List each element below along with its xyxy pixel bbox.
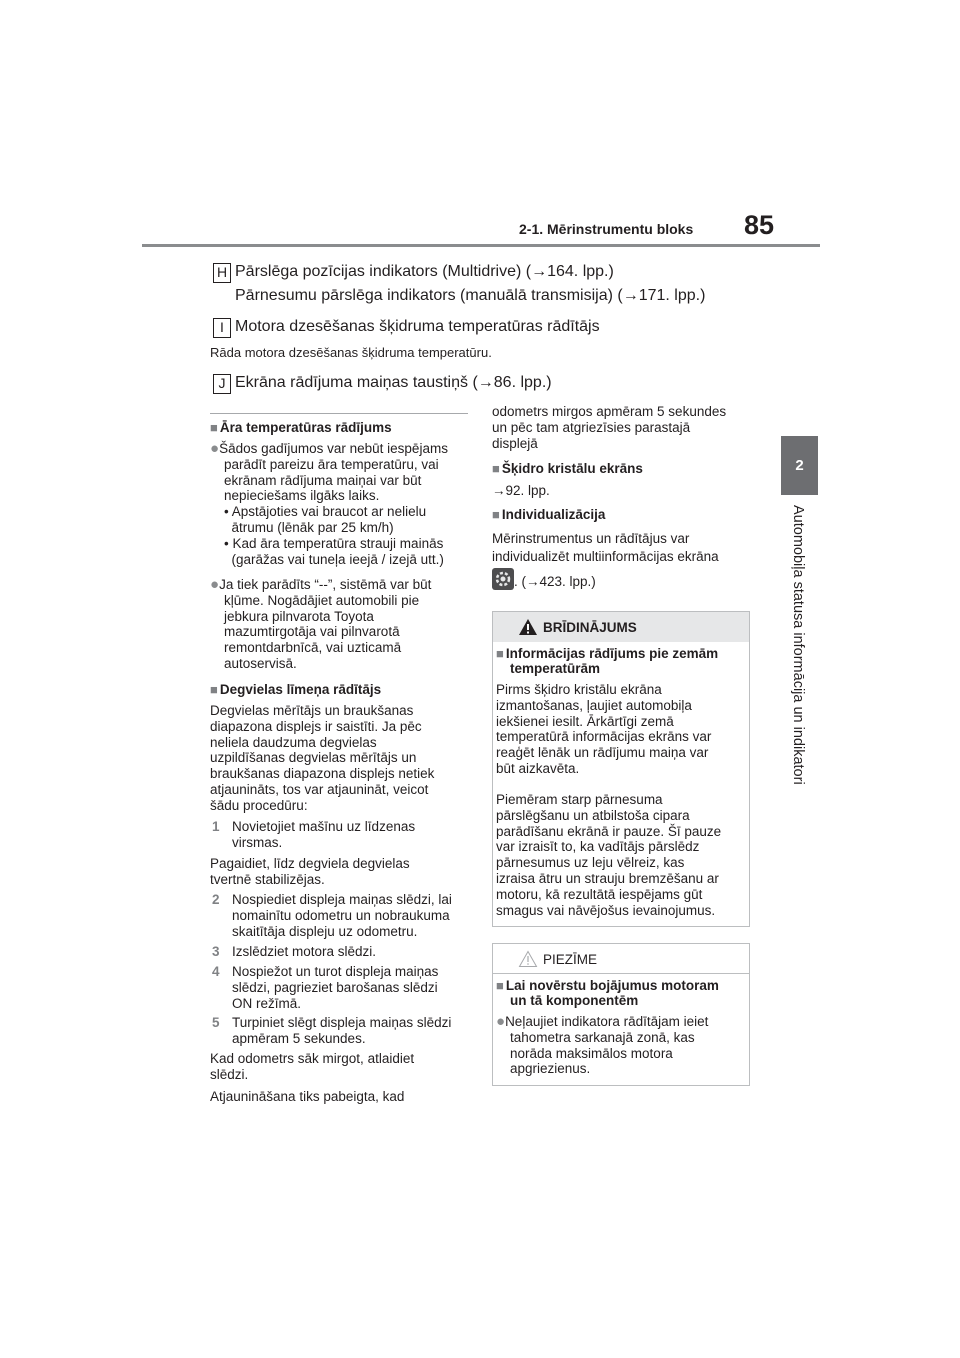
step-5: Turpiniet slēgt displeja maiņas slēdzi apmēram 5 sekundes.: [232, 1015, 452, 1046]
custom-line1: Mērinstrumentus un rādītājus var: [492, 531, 690, 546]
notice-box-header: [493, 944, 749, 974]
item-i-line1: Motora dzesēšanas šķidruma temperatūras rādītājs: [235, 318, 600, 335]
notice-box: [492, 943, 750, 1086]
notice-title: PIEZĪME: [543, 952, 598, 967]
warning-para1: Pirms šķidro kristālu ekrāna izmantošanas, ļaujiet automobiļa iekšienei iesilt. Ārkārtīgi zemā temperatūrā informācijas ekrāns var reaģēt lēnāk un rādījumu maiņa var būt aizkavēta.: [496, 682, 712, 776]
section-title: 2-1. Mērinstrumentu bloks: [519, 221, 694, 237]
item-i-desc: Rāda motora dzesēšanas šķidruma temperatūru.: [210, 345, 492, 360]
step-number-3: 3: [212, 944, 220, 959]
letter-h-box: H: [213, 263, 231, 283]
item-h-line1: Pārslēga pozīcijas indikators (Multidrive) (→164. lpp.): [235, 263, 614, 280]
notice-icon: [518, 950, 538, 968]
letter-i-box: I: [213, 318, 231, 338]
step-number-5: 5: [212, 1015, 220, 1030]
letter-j-box: J: [213, 374, 231, 394]
item-h-line2: Pārnesumu pārslēga indikators (manuālā transmisija) (→171. lpp.): [235, 287, 706, 304]
warning-icon: [518, 618, 538, 636]
fuel-between-text: Pagaidiet, līdz degviela degvielas tvertnē stabilizējas.: [210, 856, 410, 887]
notice-bullet: ●Neļaujiet indikatora rādītājam ieiet tahometra sarkanajā zonā, kas norāda maksimālos motora apgriezienus.: [496, 1013, 709, 1077]
fuel-after-text: Kad odometrs sāk mirgot, atlaidiet slēdzi.: [210, 1051, 415, 1082]
notice-heading: ■ Lai novērstu bojājumus motoram un tā komponentēm: [496, 978, 719, 1008]
step-4: Nospiežot un turot displeja maiņas slēdzi, pagrieziet barošanas slēdzi ON režīmā.: [232, 964, 439, 1011]
header-rule: [142, 244, 820, 247]
warning-box: [492, 611, 750, 927]
step-number-1: 1: [212, 819, 220, 834]
warning-heading: ■ Informācijas rādījums pie zemām temperatūrām: [496, 646, 719, 676]
outside-temp-heading: ■ Āra temperatūras rādījums: [210, 420, 392, 435]
step-number-2: 2: [212, 892, 220, 907]
continued-text: odometrs mirgos apmēram 5 sekundes un pēc tam atgriezīsies parastajā displejā: [492, 404, 727, 451]
outside-temp-bullet1: ●Šādos gadījumos var nebūt iespējams parādīt pareizu āra temperatūru, vai ekrānam rādījuma maiņai var būt nepieciešams ilgāks laiks. • Apstājoties vai braucot ar nelielu ātrumu (lēnāk par 25 km/h) • Kad āra temperatūra strauji mainās (garāžas vai tuneļa ieejā / izejā utt.): [210, 440, 448, 567]
outside-temp-bullet2: ●Ja tiek parādīts “--”, sistēmā var būt kļūme. Nogādājiet automobili pie jebkura pilnvarota Toyota mazumtirgotāja vai pilnvarotā remontdarbnīcā, vai uzticamā autoservisā.: [210, 576, 432, 671]
gear-icon: [492, 568, 514, 590]
custom-line2: individualizēt multiinformācijas ekrāna: [492, 549, 719, 564]
step-2: Nospiediet displeja maiņas slēdzi, lai nomainītu odometru un nobraukuma skaitītāja displeju uz odometru.: [232, 892, 452, 939]
item-j-line1: Ekrāna rādījuma maiņas taustiņš (→86. lpp.): [235, 374, 552, 391]
warning-box-header: [493, 612, 749, 642]
chapter-tab: 2: [781, 436, 818, 495]
warning-title: BRĪDINĀJUMS: [543, 620, 637, 635]
fuel-last-text: Atjaunināšana tiks pabeigta, kad: [210, 1089, 405, 1104]
step-1: Novietojiet mašīnu uz līdzenas virsmas.: [232, 819, 416, 850]
lcd-heading: ■ Šķidro kristālu ekrāns: [492, 461, 643, 476]
lcd-ref: →92. lpp.: [492, 483, 550, 498]
custom-line3: . (→423. lpp.): [514, 574, 596, 589]
custom-heading: ■ Individualizācija: [492, 507, 606, 522]
warning-para2: Piemēram starp pārnesuma pārslēgšanu un atbilstoša cipara parādīšanu ekrānā ir pauze. Šī pauze var izraisīt to, ka vadītājs pārslēdz pārnesumus uz leju vēlreiz, kas izraisa ātru un strauju bremzēšanu ar motoru, kā rezultātā iespējams gūt smagus vai nāvējošus ievainojumus.: [496, 792, 722, 918]
fuel-level-heading: ■ Degvielas līmeņa rādītājs: [210, 682, 382, 697]
step-3: Izslēdziet motora slēdzi.: [232, 944, 377, 959]
step-number-4: 4: [212, 964, 220, 979]
fuel-level-para: Degvielas mērītājs un braukšanas diapazona displejs ir saistīti. Ja pēc neliela daudzuma degvielas uzpildīšanas degvielas mērītājs un braukšanas diapazona displejs netiek atjaunināts, tos var atjaunināt, veicot šādu procedūru:: [210, 703, 435, 813]
chapter-side-title: Automobiļa statusa informācija un indikatori: [790, 505, 806, 785]
column-rule: [210, 413, 468, 414]
page-number: 85: [744, 210, 775, 240]
